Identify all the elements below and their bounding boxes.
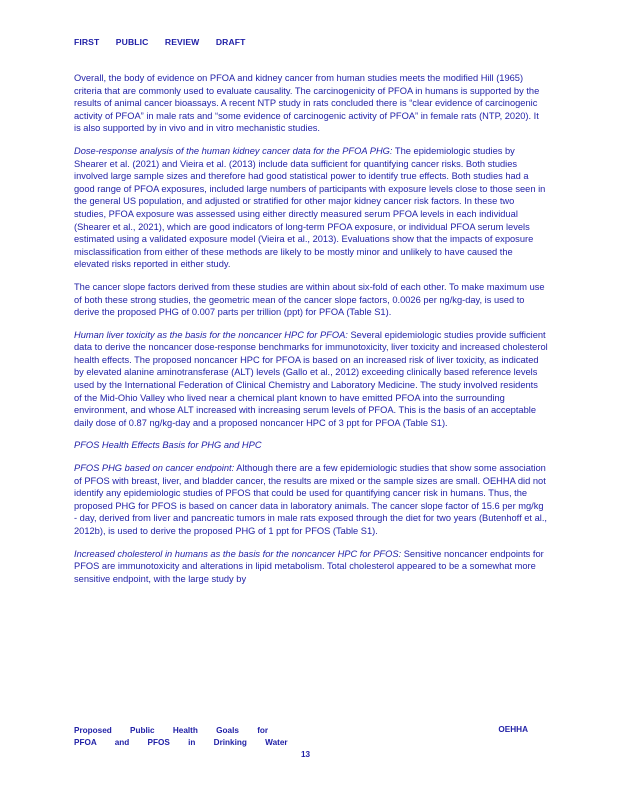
paragraph-lead: Dose-response analysis of the human kidney cancer data for the PFOA PHG: — [74, 145, 393, 156]
section-heading-pfos — [74, 439, 548, 452]
paragraph-dose-response — [74, 145, 548, 271]
footer-line-2: PFOA and PFOS in Drinking Water — [74, 738, 288, 747]
paragraph-text: Overall, the body of evidence on PFOA and kidney cancer from human studies meets the modified Hill (1965) criteria that are commonly used to evaluate causality. The carcinogenicity of PFOA in humans is supported by the results of animal cancer bioassays. A recent NTP study in rats concluded there is “clear evidence of carcinogenic activity of PFOA” in male rats and “some evidence of carcinogenic activity of PFOA” in female rats (NTP, 2020). It is also supported by in vivo and in vitro mechanistic studies. — [74, 73, 540, 134]
paragraph-lead: PFOS PHG based on cancer endpoint: — [74, 463, 235, 474]
footer-line-1: Proposed Public Health Goals for — [74, 726, 269, 735]
paragraph-pfos-phg — [74, 462, 548, 538]
page-number: 13 — [301, 750, 311, 759]
section-heading-text: PFOS Health Effects Basis for PHG and HPC — [74, 440, 262, 451]
paragraph-text: Several epidemiologic studies provide sufficient data to derive the noncancer dose-response benchmarks for immunotoxicity, liver toxicity and increased cholesterol health effects. The proposed noncancer HPC for PFOA is based on an increased risk of liver toxicity, as indicated by elevated alanine aminotransferase (ALT) levels (Gallo et al., 2012) exceeding clinically based reference levels used by the International Federation of Clinical Chemistry and Laboratory Medicine. The study involved residents of the Mid-Ohio Valley who lived near a chemical plant known to have emitted PFOA into the surrounding environment, and whose ALT increased with increasing serum levels of PFOA. This is the basis of an acceptable daily dose of 0.87 ng/kg-day and a proposed noncancer HPC of 3 ppt for PFOA (Table S1). — [74, 329, 548, 428]
footer-document-title — [74, 725, 288, 749]
paragraph-text: The cancer slope factors derived from these studies are within about six-fold of each other. To make maximum use of both these strong studies, the geometric mean of the cancer slope factors, 0.0026 per ng/kg-day, is used to derive the proposed PHG of 0.007 parts per trillion (ppt) for PFOA (Table S1). — [74, 281, 545, 318]
paragraph-kidney-cancer-summary — [74, 72, 548, 135]
paragraph-liver-toxicity — [74, 329, 548, 430]
document-body — [74, 72, 548, 595]
paragraph-lead: Increased cholesterol in humans as the basis for the noncancer HPC for PFOS: — [74, 548, 402, 559]
draft-header: FIRST PUBLIC REVIEW DRAFT — [74, 37, 246, 47]
paragraph-lead: Human liver toxicity as the basis for the noncancer HPC for PFOA: — [74, 329, 348, 340]
paragraph-text: Although there are a few epidemiologic studies that show some association of PFOS with breast, liver, and bladder cancer, the results are mixed or the sample sizes are small. OEHHA did not identify any epidemiologic studies of PFOS that could be used for quantifying cancer risk in humans. Thus, the proposed PHG for PFOS is based on cancer data in laboratory animals. The cancer slope factor of 15.6 per mg/kg - day, derived from liver and pancreatic tumors in male rats exposed through the diet for two years (Butenhoff et al., 2012b), is used to derive the proposed PHG of 1 ppt for PFOS (Table S1). — [74, 463, 548, 536]
footer-agency: OEHHA — [498, 725, 528, 734]
paragraph-cholesterol — [74, 548, 548, 586]
paragraph-slope-factors — [74, 281, 548, 319]
paragraph-text: The epidemiologic studies by Shearer et al. (2021) and Vieira et al. (2013) include data sufficient for quantifying cancer risks. Both studies involved large sample sizes and therefore had good statistical power to identify true effects. Both studies had a good range of PFOA exposures, included large numbers of participants with exposure levels close to those seen in the general US population, and adjusted or stratified for other major kidney cancer risk factors. In these two studies, PFOA exposure was assessed using either directly measured serum PFOA levels in each individual (Shearer et al., 2021), which are good indicators of long-term PFOA exposure, or individual PFOA serum levels estimated using a validated exposure model (Vieira et al., 2013). Evaluations show that the impacts of exposure misclassification from either of these methods are likely to be mostly minor and unlikely to have caused the elevated risks reported in either study. — [74, 145, 546, 270]
paragraph-text: Sensitive noncancer endpoints for PFOS are immunotoxicity and alterations in lipid metabolism. Total cholesterol appeared to be a somewhat more sensitive endpoint, with the large study by — [74, 548, 544, 584]
